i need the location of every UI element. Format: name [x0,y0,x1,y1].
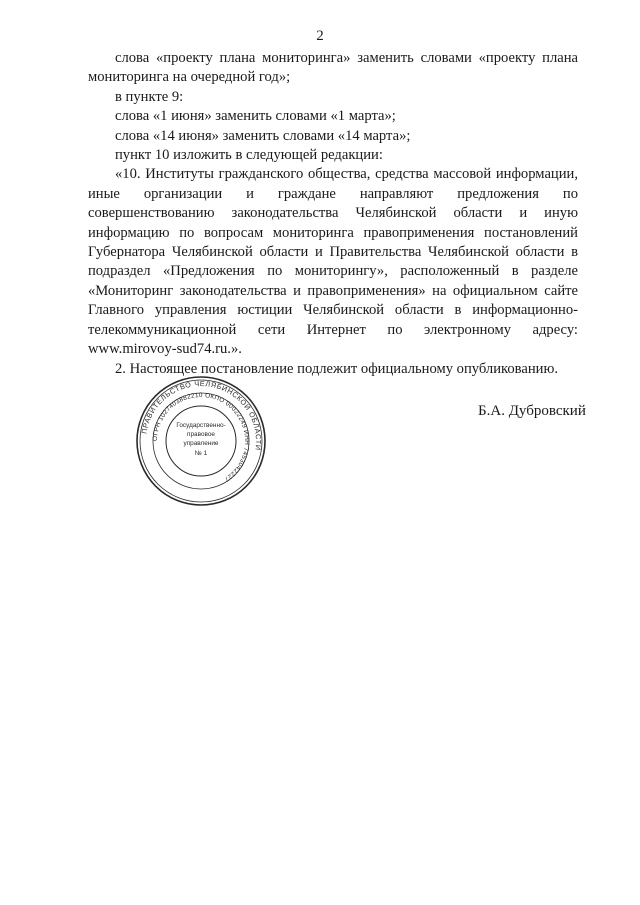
signature-name: Б.А. Дубровский [478,403,586,419]
seal-outer-text: ПРАВИТЕЛЬСТВО ЧЕЛЯБИНСКОЙ ОБЛАСТИ [139,378,264,452]
paragraph: слова «проекту плана мониторинга» заменить словами «проекту плана мониторинга на очередной год»; [88,50,578,86]
paragraph: слова «14 июня» заменить словами «14 марта»; [115,127,411,144]
paragraph: «10. Институты гражданского общества, средства массовой информации, иные организации и граждане направляют предложения по совершенствованию законодательства Челябинской области и иную информацию по вопросам мониторинга правоприменения постановлений Губернатора Челябинской области и Правительства Челябинской области в подраздел «Предложения по мониторингу», расположенный в разделе «Мониторинг законодательства и правоприменения» на официальном сайте Главного управления юстиции Челябинской области в информационно-телекоммуникационной сети Интернет по электронному адресу: www.mirovoy-sud74.ru.». [88,166,578,358]
seal-center-line: управление [183,440,219,447]
paragraph: 2. Настоящее постановление подлежит официальному опубликованию. [115,360,559,377]
paragraph: пункт 10 изложить в следующей редакции: [115,147,383,164]
official-seal-stamp [134,374,268,508]
document-body [88,49,578,379]
page-number: 2 [316,28,324,44]
seal-center-line: правовое [187,431,215,438]
paragraph: в пункте 9: [115,88,184,105]
seal-center-line: Государственно- [176,422,226,429]
seal-inner-text: ОГРН 1027403882210 ОКПО 00022249 ИНН 7453042227 [151,391,251,483]
paragraph: слова «1 июня» заменить словами «1 марта»; [115,108,396,125]
seal-center-line: № 1 [194,450,208,457]
